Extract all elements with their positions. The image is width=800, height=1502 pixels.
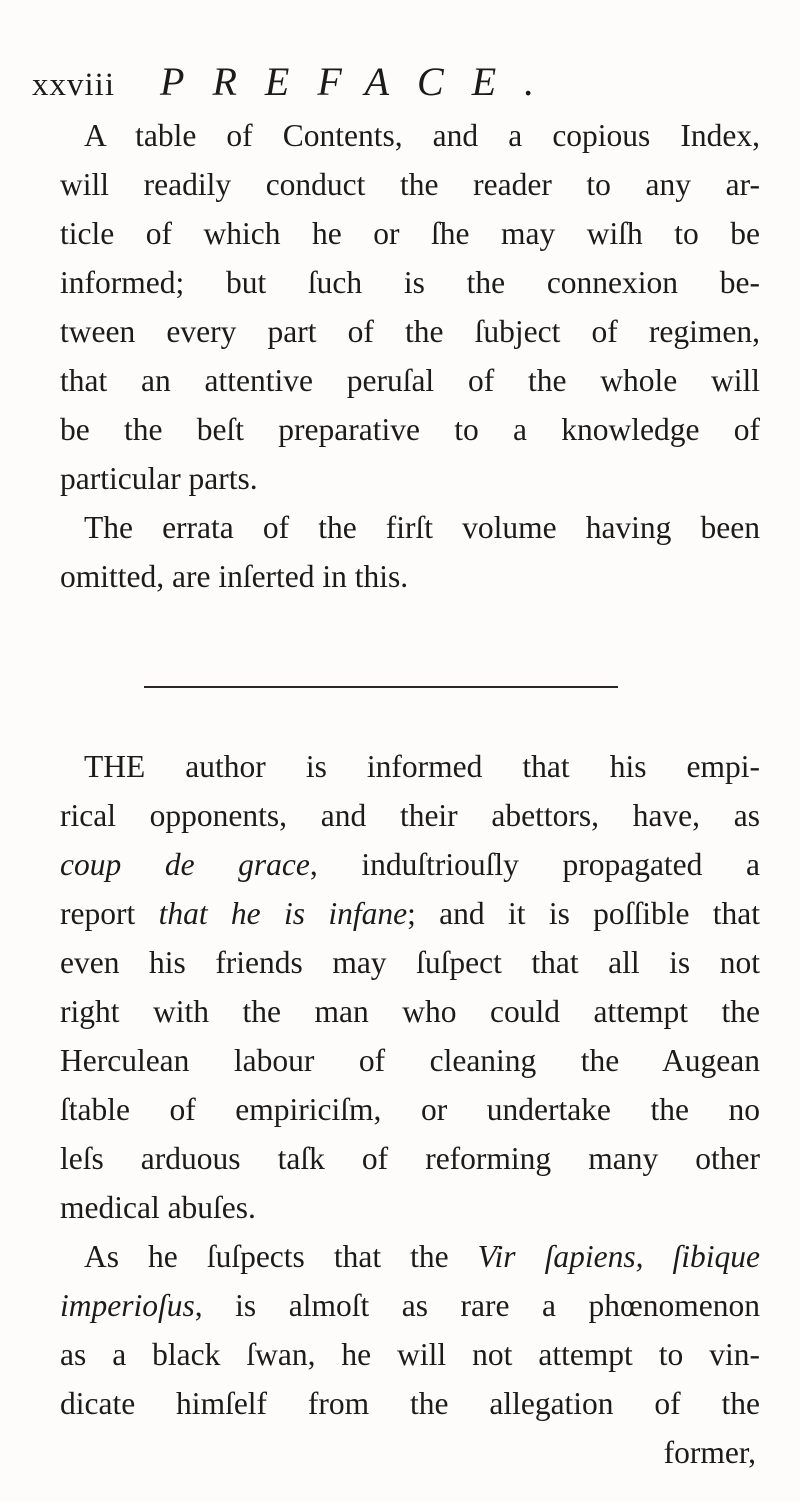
- text-line: leſs arduous taſk of reforming many other: [60, 1141, 760, 1176]
- text-line: coup de grace, induſtriouſly propagated a: [60, 847, 760, 882]
- italic-phrase: imperioſus: [60, 1288, 195, 1323]
- text-line: that an attentive peruſal of the whole will: [60, 363, 760, 398]
- text-line: particular parts.: [60, 461, 258, 496]
- text-line: A table of Contents, and a copious Index,: [84, 118, 760, 153]
- text-line: ticle of which he or ſhe may wiſh to be: [60, 216, 760, 251]
- text-line: informed; but ſuch is the connexion be-: [60, 265, 760, 300]
- text-line: tween every part of the ſubject of regimen,: [60, 314, 760, 349]
- running-title: PREFACE.: [160, 59, 563, 104]
- paragraph-author-informed: [60, 742, 760, 1232]
- italic-phrase: that he is infane: [158, 896, 408, 931]
- running-head: [32, 59, 563, 104]
- text-line: right with the man who could attempt the: [60, 994, 760, 1029]
- text-line: imperioſus, is almoſt as rare a phœnomenon: [60, 1288, 760, 1323]
- text-line: be the beſt preparative to a knowledge of: [60, 412, 760, 447]
- text-line: omitted, are inſerted in this.: [60, 559, 409, 594]
- text-line: The errata of the firſt volume having been: [84, 510, 760, 545]
- page-number: xxviii: [32, 67, 116, 103]
- paragraph-contents-index: [60, 111, 760, 503]
- text-line: as a black ſwan, he will not attempt to vin-: [60, 1337, 760, 1372]
- section-divider-rule: [144, 686, 618, 688]
- text-line: THE author is informed that his empi-: [84, 749, 760, 784]
- catchword: former,: [663, 1435, 756, 1470]
- text-line: Herculean labour of cleaning the Augean: [60, 1043, 760, 1078]
- italic-phrase: Vir ſapiens, ſibique: [477, 1239, 760, 1274]
- paragraph-errata: [60, 503, 760, 601]
- text-line: rical opponents, and their abettors, have, as: [60, 798, 760, 833]
- paragraph-vir-sapiens: [60, 1232, 760, 1477]
- text-line: will readily conduct the reader to any ar-: [60, 167, 760, 202]
- text-line: As he ſuſpects that the Vir ſapiens, ſibique: [84, 1239, 760, 1274]
- text-line: report that he is infane; and it is poſſible that: [60, 896, 760, 931]
- italic-phrase: coup de grace: [60, 847, 310, 882]
- text-line: medical abuſes.: [60, 1190, 256, 1225]
- text-line: ſtable of empiriciſm, or undertake the no: [60, 1092, 760, 1127]
- text-line: dicate himſelf from the allegation of the: [60, 1386, 760, 1421]
- text-line: even his friends may ſuſpect that all is not: [60, 945, 760, 980]
